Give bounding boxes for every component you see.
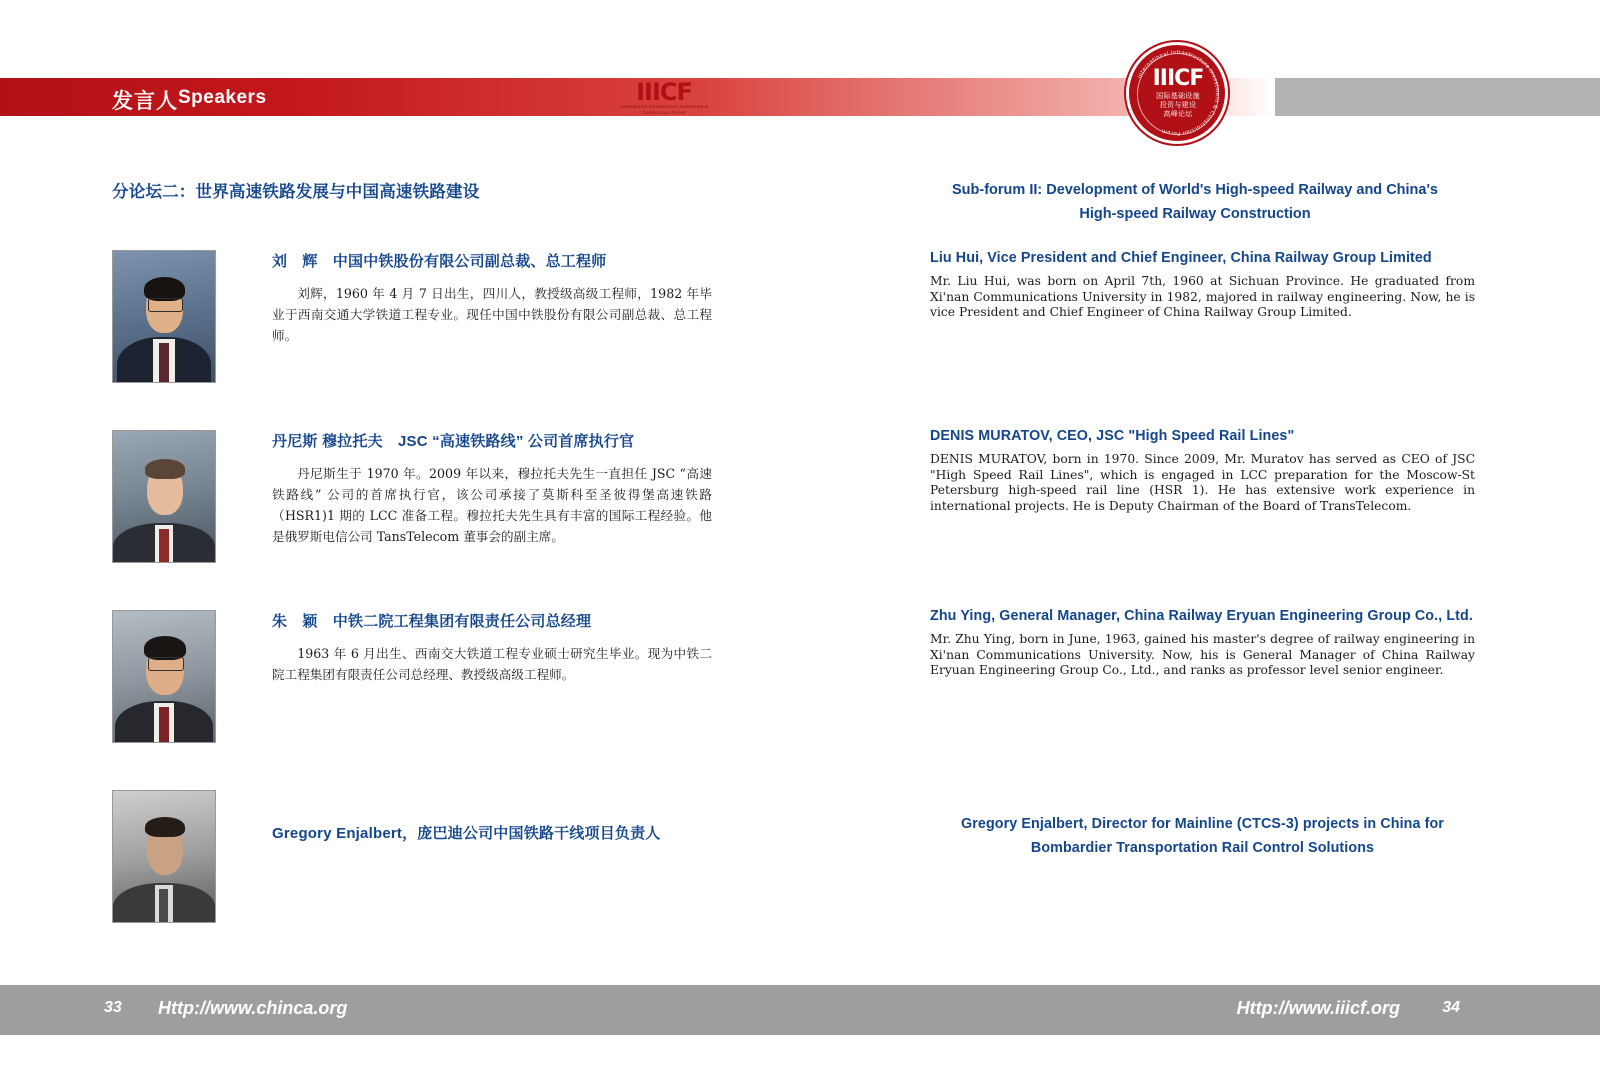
speaker-4-en-block — [930, 812, 1475, 868]
footer-right-url[interactable]: Http://www.iiicf.org — [1236, 998, 1400, 1018]
speaker-photo-gregory-enjalbert — [112, 790, 216, 923]
header-title-en: Speakers — [178, 87, 267, 108]
page-header — [0, 78, 1600, 116]
speaker-3-en-block — [930, 608, 1475, 679]
header-gray-band — [1275, 78, 1600, 116]
seal-cn-line2: 投资与建设 — [1159, 102, 1197, 109]
speaker-photo-denis-muratov — [112, 430, 216, 563]
speaker-1-en-block — [930, 250, 1475, 321]
speaker-2-en-block — [930, 428, 1475, 514]
iiicf-logo-subtitle-line2: Construction Forum — [642, 110, 686, 115]
seal-cn-line1: 国际基础设施 — [1156, 93, 1200, 100]
seal-inner-ring — [1137, 53, 1219, 135]
speaker-4-name-cn: Gregory Enjalbert，庞巴迪公司中国铁路干线项目负责人 — [272, 825, 661, 842]
speaker-2-bio-cn: 丹尼斯生于 1970 年。2009 年以来，穆拉托夫先生一直担任 JSC “高速铁路线” 公司的首席执行官，该公司承接了莫斯科至圣彼得堡高速铁路（HSR1)1 期的 LCC 准备工程。穆拉托夫先生具有丰富的国际工程经验。他是俄罗斯电信公司 TansTelecom 董事会的副主席。 — [272, 466, 712, 544]
subforum-title-en-line2: High-speed Railway Construction — [1079, 206, 1311, 222]
speaker-photo-liu-hui — [112, 250, 216, 383]
footer-right-page-number: 34 — [1442, 999, 1460, 1016]
speaker-4-name-en-line2: Bombardier Transportation Rail Control Solutions — [1030, 840, 1375, 856]
seal-mark: IIICF — [1152, 66, 1204, 91]
speaker-3-name-cn: 朱 颖 中铁二院工程集团有限责任公司总经理 — [272, 613, 592, 630]
speaker-3-name-en: Zhu Ying, General Manager, China Railway Eryuan Engineering Group Co., Ltd. — [930, 608, 1473, 624]
speaker-3-bio-cn: 1963 年 6 月出生、西南交大铁道工程专业硕士研究生毕业。现为中铁二院工程集团有限责任公司总经理、教授级高级工程师。 — [272, 646, 712, 682]
speaker-1-bio-cn: 刘辉，1960 年 4 月 7 日出生，四川人，教授级高级工程师，1982 年毕业于西南交通大学铁道工程专业。现任中国中铁股份有限公司副总裁、总工程师。 — [272, 286, 712, 343]
subforum-title-en — [930, 178, 1460, 226]
speaker-photo-zhu-ying — [112, 610, 216, 743]
page-footer — [0, 985, 1600, 1035]
speaker-2-name-en: DENIS MURATOV, CEO, JSC "High Speed Rail Lines" — [930, 428, 1295, 444]
iiicf-seal-logo — [1126, 42, 1228, 144]
iiicf-logo-subtitle-line1: International Infrastructure Investment & — [619, 104, 709, 109]
speaker-3-bio-en: Mr. Zhu Ying, born in June, 1963, gained his master's degree of railway engineering in Xi'nan Communications University. Now, his is General Manager of China Railway Eryuan Engineering Group Co., Ltd., and ranks as professor level senior engineer. — [930, 632, 1475, 678]
seal-cn-line3: 高峰论坛 — [1163, 111, 1193, 118]
speaker-1-name-en: Liu Hui, Vice President and Chief Engineer, China Railway Group Limited — [930, 250, 1432, 266]
speaker-2-cn-block — [272, 430, 712, 547]
footer-left-page-number: 33 — [104, 999, 122, 1016]
speaker-4-name-en — [930, 812, 1475, 860]
speaker-1-name-cn: 刘 辉 中国中铁股份有限公司副总裁、总工程师 — [272, 253, 607, 270]
footer-left-url[interactable]: Http://www.chinca.org — [158, 998, 348, 1018]
svg-text:International Infrastructure I: International Infrastructure Investment & Construction Forum — [1137, 49, 1221, 137]
speaker-4-name-en-line1: Gregory Enjalbert, Director for Mainline (CTCS-3) projects in China for — [961, 816, 1444, 832]
speaker-3-cn-block — [272, 610, 712, 685]
speaker-1-bio-en: Mr. Liu Hui, was born on April 7th, 1960 at Sichuan Province. He graduated from Xi'nan Communications University in 1982, majored in railway engineering. Now, he is vice President and Chief Engineer of China Railway Group Limited. — [930, 274, 1475, 320]
iiicf-logo-mark: IIICF — [636, 78, 692, 106]
header-title-cn: 发言人 — [112, 90, 178, 113]
speaker-2-bio-en: DENIS MURATOV, born in 1970. Since 2009, Mr. Muratov has served as CEO of JSC "High Speed Rail Lines", which is engaged in LCC preparation for the Moscow-St Petersburg high-speed rail line (HSR 1). He has extensive work experience in international projects. He is Deputy Chairman of the Board of TransTelecom. — [930, 452, 1475, 513]
speaker-4-cn-block — [272, 822, 712, 855]
iiicf-logo — [604, 80, 724, 116]
subforum-title-en-line1: Sub-forum II: Development of World's High-speed Railway and China's — [952, 182, 1438, 198]
speaker-1-cn-block — [272, 250, 712, 346]
seal-chinese-text — [1138, 92, 1218, 119]
subforum-title-cn: 分论坛二：世界高速铁路发展与中国高速铁路建设 — [112, 183, 480, 201]
speaker-2-name-cn: 丹尼斯 穆拉托夫 JSC “高速铁路线” 公司首席执行官 — [272, 433, 635, 450]
